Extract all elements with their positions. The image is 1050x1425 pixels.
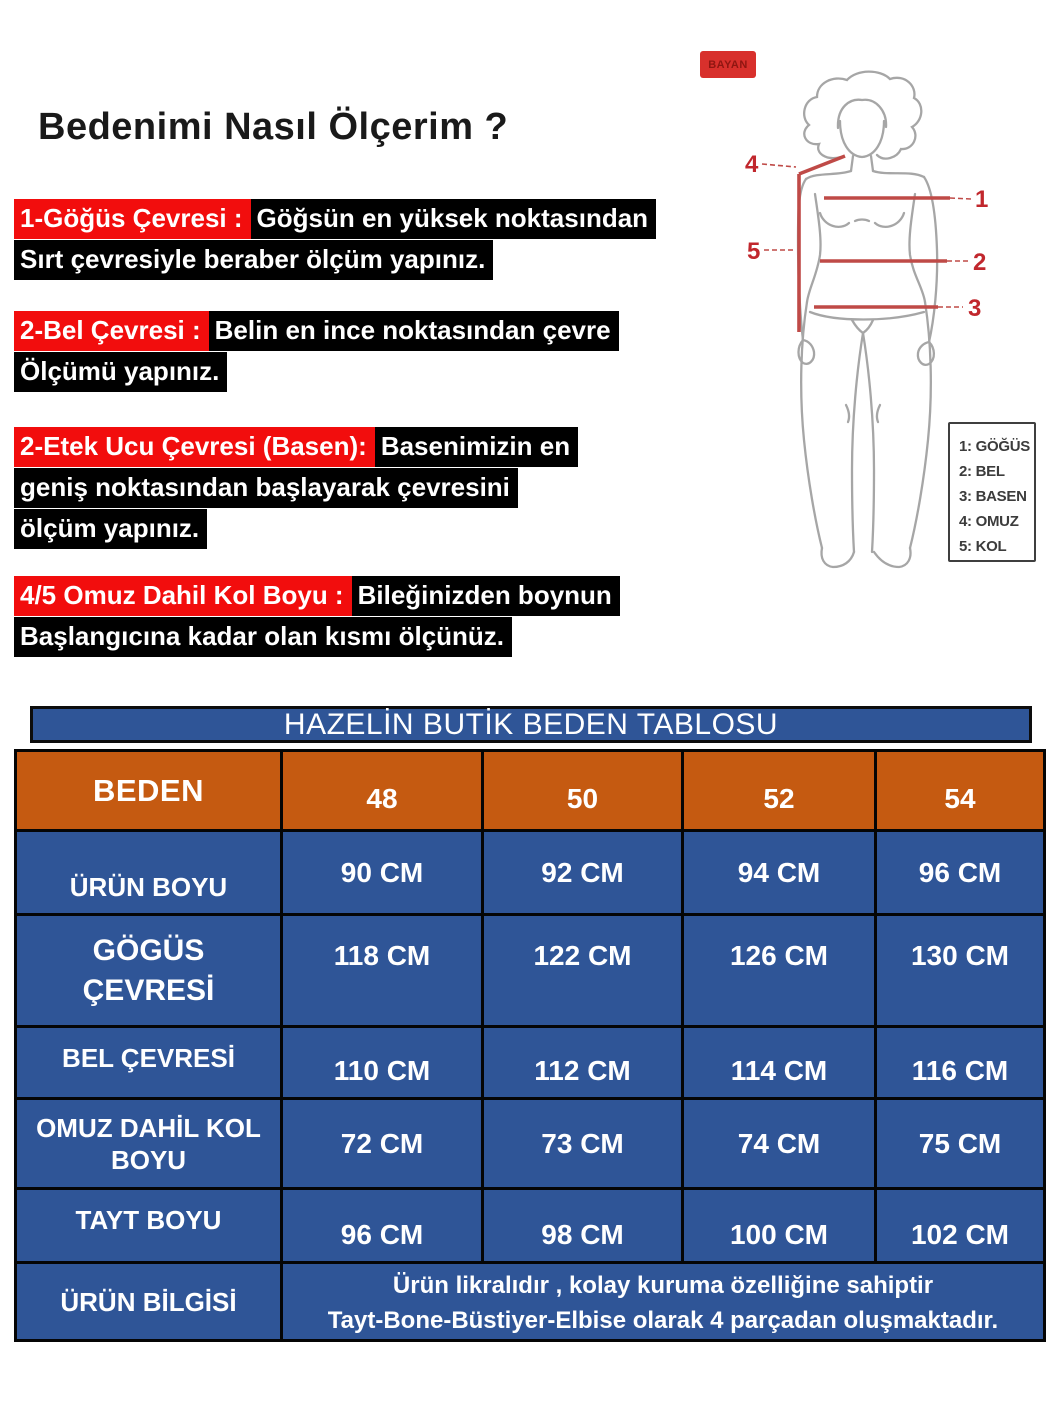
table-row-omuz-dahil-kol-boyu <box>16 1099 1045 1189</box>
instruction-text: geniş noktasından başlayarak çevresini <box>14 468 518 508</box>
marker-5: 5 <box>747 238 761 265</box>
cell-value: 98 CM <box>483 1189 683 1263</box>
cell-value: 75 CM <box>876 1099 1045 1189</box>
row-label: ÜRÜN BOYU <box>16 831 282 915</box>
cell-value: 100 CM <box>683 1189 876 1263</box>
cell-value: 96 CM <box>282 1189 483 1263</box>
table-row-tayt-boyu <box>16 1189 1045 1263</box>
instruction-text: Bileğinizden boynun <box>352 576 620 616</box>
header-size-52: 52 <box>683 751 876 831</box>
instruction-label: 1-Göğüs Çevresi : <box>14 199 251 239</box>
cell-value: 116 CM <box>876 1027 1045 1099</box>
legend-item-kol: 5: KOL <box>959 538 1007 555</box>
cell-value: 94 CM <box>683 831 876 915</box>
marker-4: 4 <box>745 151 759 178</box>
header-size-54: 54 <box>876 751 1045 831</box>
cell-value: 112 CM <box>483 1027 683 1099</box>
row-label: ÜRÜN BİLGİSİ <box>16 1263 282 1341</box>
bayan-badge: BAYAN <box>700 51 756 78</box>
page-title: Bedenimi Nasıl Ölçerim ? <box>38 106 509 148</box>
header-beden: BEDEN <box>16 751 282 831</box>
table-header-row <box>16 751 1045 831</box>
instruction-text: Başlangıcına kadar olan kısmı ölçünüz. <box>14 617 512 657</box>
table-row-urun-boyu <box>16 831 1045 915</box>
table-row-bel-cevresi <box>16 1027 1045 1099</box>
marker-1: 1 <box>975 186 989 213</box>
instruction-text: Sırt çevresiyle beraber ölçüm yapınız. <box>14 240 493 280</box>
row-label: GÖGÜS ÇEVRESİ <box>16 915 282 1027</box>
row-label: OMUZ DAHİL KOL BOYU <box>16 1099 282 1189</box>
size-table-banner: HAZELİN BUTİK BEDEN TABLOSU <box>30 706 1032 743</box>
product-info-cell <box>282 1263 1045 1341</box>
instruction-label: 2-Bel Çevresi : <box>14 311 209 351</box>
row-label: TAYT BOYU <box>16 1189 282 1263</box>
cell-value: 90 CM <box>282 831 483 915</box>
cell-value: 114 CM <box>683 1027 876 1099</box>
instruction-text: Göğsün en yüksek noktasından <box>251 199 657 239</box>
cell-value: 130 CM <box>876 915 1045 1027</box>
product-info-line2: Tayt-Bone-Büstiyer-Elbise olarak 4 parçadan oluşmaktadır. <box>327 1306 999 1334</box>
cell-value: 118 CM <box>282 915 483 1027</box>
instruction-gogus-cevresi <box>14 199 656 281</box>
cell-value: 73 CM <box>483 1099 683 1189</box>
instruction-label: 4/5 Omuz Dahil Kol Boyu : <box>14 576 352 616</box>
instruction-bel-cevresi <box>14 311 619 393</box>
instruction-label: 2-Etek Ucu Çevresi (Basen): <box>14 427 375 467</box>
legend-item-basen: 3: BASEN <box>959 488 1027 505</box>
instruction-omuz-kol-boyu <box>14 576 620 658</box>
table-row-gogus-cevresi <box>16 915 1045 1027</box>
cell-value: 126 CM <box>683 915 876 1027</box>
instruction-text: Belin en ince noktasından çevre <box>209 311 619 351</box>
instruction-text: Basenimizin en <box>375 427 578 467</box>
table-row-urun-bilgisi <box>16 1263 1045 1341</box>
cell-value: 110 CM <box>282 1027 483 1099</box>
measurement-lines <box>762 156 971 332</box>
cell-value: 92 CM <box>483 831 683 915</box>
woman-outline <box>798 72 937 567</box>
measurement-legend <box>948 422 1036 562</box>
marker-2: 2 <box>973 249 987 276</box>
legend-item-bel: 2: BEL <box>959 463 1005 480</box>
measurement-numbers <box>745 151 988 322</box>
legend-item-gogus: 1: GÖĞÜS <box>959 438 1030 455</box>
header-size-48: 48 <box>282 751 483 831</box>
legend-item-omuz: 4: OMUZ <box>959 513 1019 530</box>
marker-3: 3 <box>968 295 982 322</box>
instruction-etek-ucu-cevresi <box>14 427 578 550</box>
header-size-50: 50 <box>483 751 683 831</box>
cell-value: 122 CM <box>483 915 683 1027</box>
cell-value: 74 CM <box>683 1099 876 1189</box>
cell-value: 72 CM <box>282 1099 483 1189</box>
size-table <box>14 749 1046 1342</box>
product-info-line1: Ürün likralıdır , kolay kuruma özelliğine sahiptir <box>392 1271 934 1299</box>
cell-value: 102 CM <box>876 1189 1045 1263</box>
cell-value: 96 CM <box>876 831 1045 915</box>
instruction-text: ölçüm yapınız. <box>14 509 207 549</box>
instruction-text: Ölçümü yapınız. <box>14 352 227 392</box>
row-label: BEL ÇEVRESİ <box>16 1027 282 1099</box>
